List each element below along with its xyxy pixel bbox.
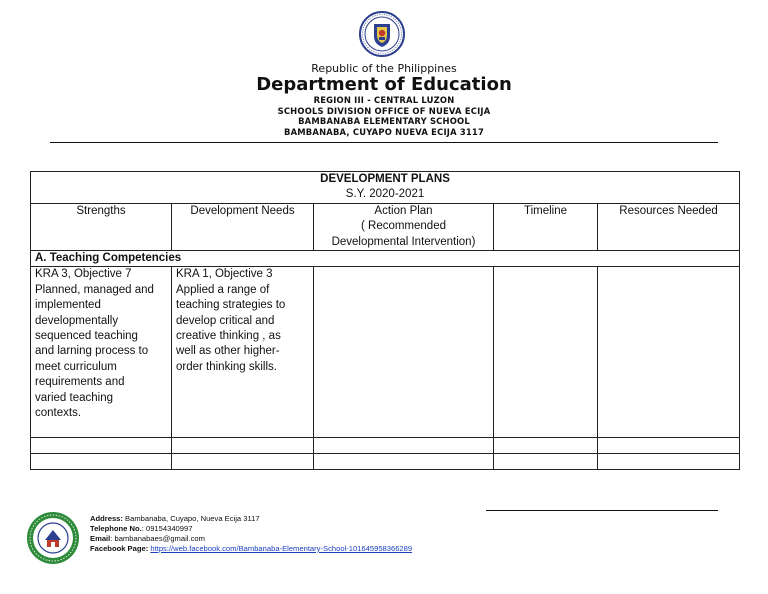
- header-action-plan: [314, 203, 494, 250]
- footer-phone-line: [90, 524, 412, 534]
- division-text: SCHOOLS DIVISION OFFICE OF NUEVA ECIJA: [277, 105, 491, 116]
- strength-line: meet curriculum: [35, 360, 117, 373]
- strength-cell: [31, 267, 172, 438]
- strength-line: contexts.: [35, 407, 82, 420]
- need-line: develop critical and: [176, 314, 275, 327]
- need-line: KRA 1, Objective 3: [176, 268, 273, 281]
- footer-divider: [486, 510, 718, 511]
- address-label: Address:: [90, 514, 123, 523]
- school-address: BAMBANABA, CUYAPO NUEVA ECIJA 3117: [284, 126, 484, 137]
- empty-cell: [172, 438, 314, 454]
- strength-line: and larning process to: [35, 345, 149, 358]
- region-text: REGION III - CENTRAL LUZON: [313, 95, 455, 105]
- department-title: Department of Education: [256, 74, 512, 95]
- empty-cell: [314, 438, 494, 454]
- header-divider: [50, 142, 718, 143]
- republic-text: Republic of the Philippines: [311, 62, 457, 75]
- table-title-cell: [31, 172, 740, 204]
- address-value: Bambanaba, Cuyapo, Nueva Ecija 3117: [122, 514, 260, 523]
- footer-email-line: [90, 534, 412, 544]
- section-teaching-competencies: A. Teaching Competencies: [31, 251, 740, 267]
- strength-line: sequenced teaching: [35, 330, 138, 343]
- letterhead: [0, 62, 768, 137]
- resources-cell: [598, 267, 740, 438]
- header-timeline: Timeline: [494, 203, 598, 250]
- school-year: S.Y. 2020-2021: [345, 188, 425, 201]
- empty-cell: [494, 454, 598, 470]
- header-action-line-1: Action Plan: [374, 204, 433, 217]
- need-cell: [172, 267, 314, 438]
- empty-cell: [494, 438, 598, 454]
- table-title-row: [31, 172, 740, 204]
- facebook-label: Facebook Page:: [90, 544, 149, 553]
- section-row: [31, 251, 740, 267]
- table-row: [31, 267, 740, 438]
- strength-line: implemented: [35, 299, 101, 312]
- need-line: Applied a range of: [176, 283, 270, 296]
- need-line: order thinking skills.: [176, 360, 277, 373]
- deped-seal-icon: [358, 10, 406, 58]
- strength-line: Planned, managed and: [35, 283, 154, 296]
- empty-cell: [31, 454, 172, 470]
- email-label: Email: [90, 534, 111, 543]
- header-action-line-3: Developmental Intervention): [331, 235, 476, 248]
- phone-value: : 09154340997: [141, 524, 193, 533]
- need-line: creative thinking , as: [176, 330, 281, 343]
- table-title: DEVELOPMENT PLANS: [320, 173, 450, 185]
- empty-cell: [598, 438, 740, 454]
- footer-facebook-line: [90, 544, 412, 554]
- school-seal-icon: [25, 510, 81, 566]
- empty-cell: [172, 454, 314, 470]
- phone-label: Telephone No.: [90, 524, 142, 533]
- school-name: BAMBANABA ELEMENTARY SCHOOL: [298, 116, 470, 126]
- strength-line: developmentally: [35, 314, 119, 327]
- facebook-link[interactable]: https://web.facebook.com/Bambanaba-Elementary-School-101645958366289: [150, 544, 413, 553]
- header-action-line-2: ( Recommended: [360, 220, 446, 233]
- need-line: teaching strategies to: [176, 299, 286, 312]
- header-strengths: Strengths: [31, 203, 172, 250]
- header-development-needs: Development Needs: [172, 203, 314, 250]
- strength-line: requirements and: [35, 376, 125, 389]
- empty-cell: [31, 438, 172, 454]
- table-header-row: [31, 203, 740, 250]
- need-line: well as other higher-: [176, 345, 280, 358]
- action-plan-cell: [314, 267, 494, 438]
- footer-address-line: [90, 514, 412, 524]
- table-row: [31, 454, 740, 470]
- empty-cell: [314, 454, 494, 470]
- empty-cell: [598, 454, 740, 470]
- email-value: : bambanabaes@gmail.com: [110, 534, 205, 543]
- strength-line: varied teaching: [35, 391, 113, 404]
- table-row: [31, 438, 740, 454]
- strength-line: KRA 3, Objective 7: [35, 268, 132, 281]
- footer-contact: [90, 514, 412, 554]
- header-resources: Resources Needed: [598, 203, 740, 250]
- timeline-cell: [494, 267, 598, 438]
- development-plans-table: [30, 171, 740, 470]
